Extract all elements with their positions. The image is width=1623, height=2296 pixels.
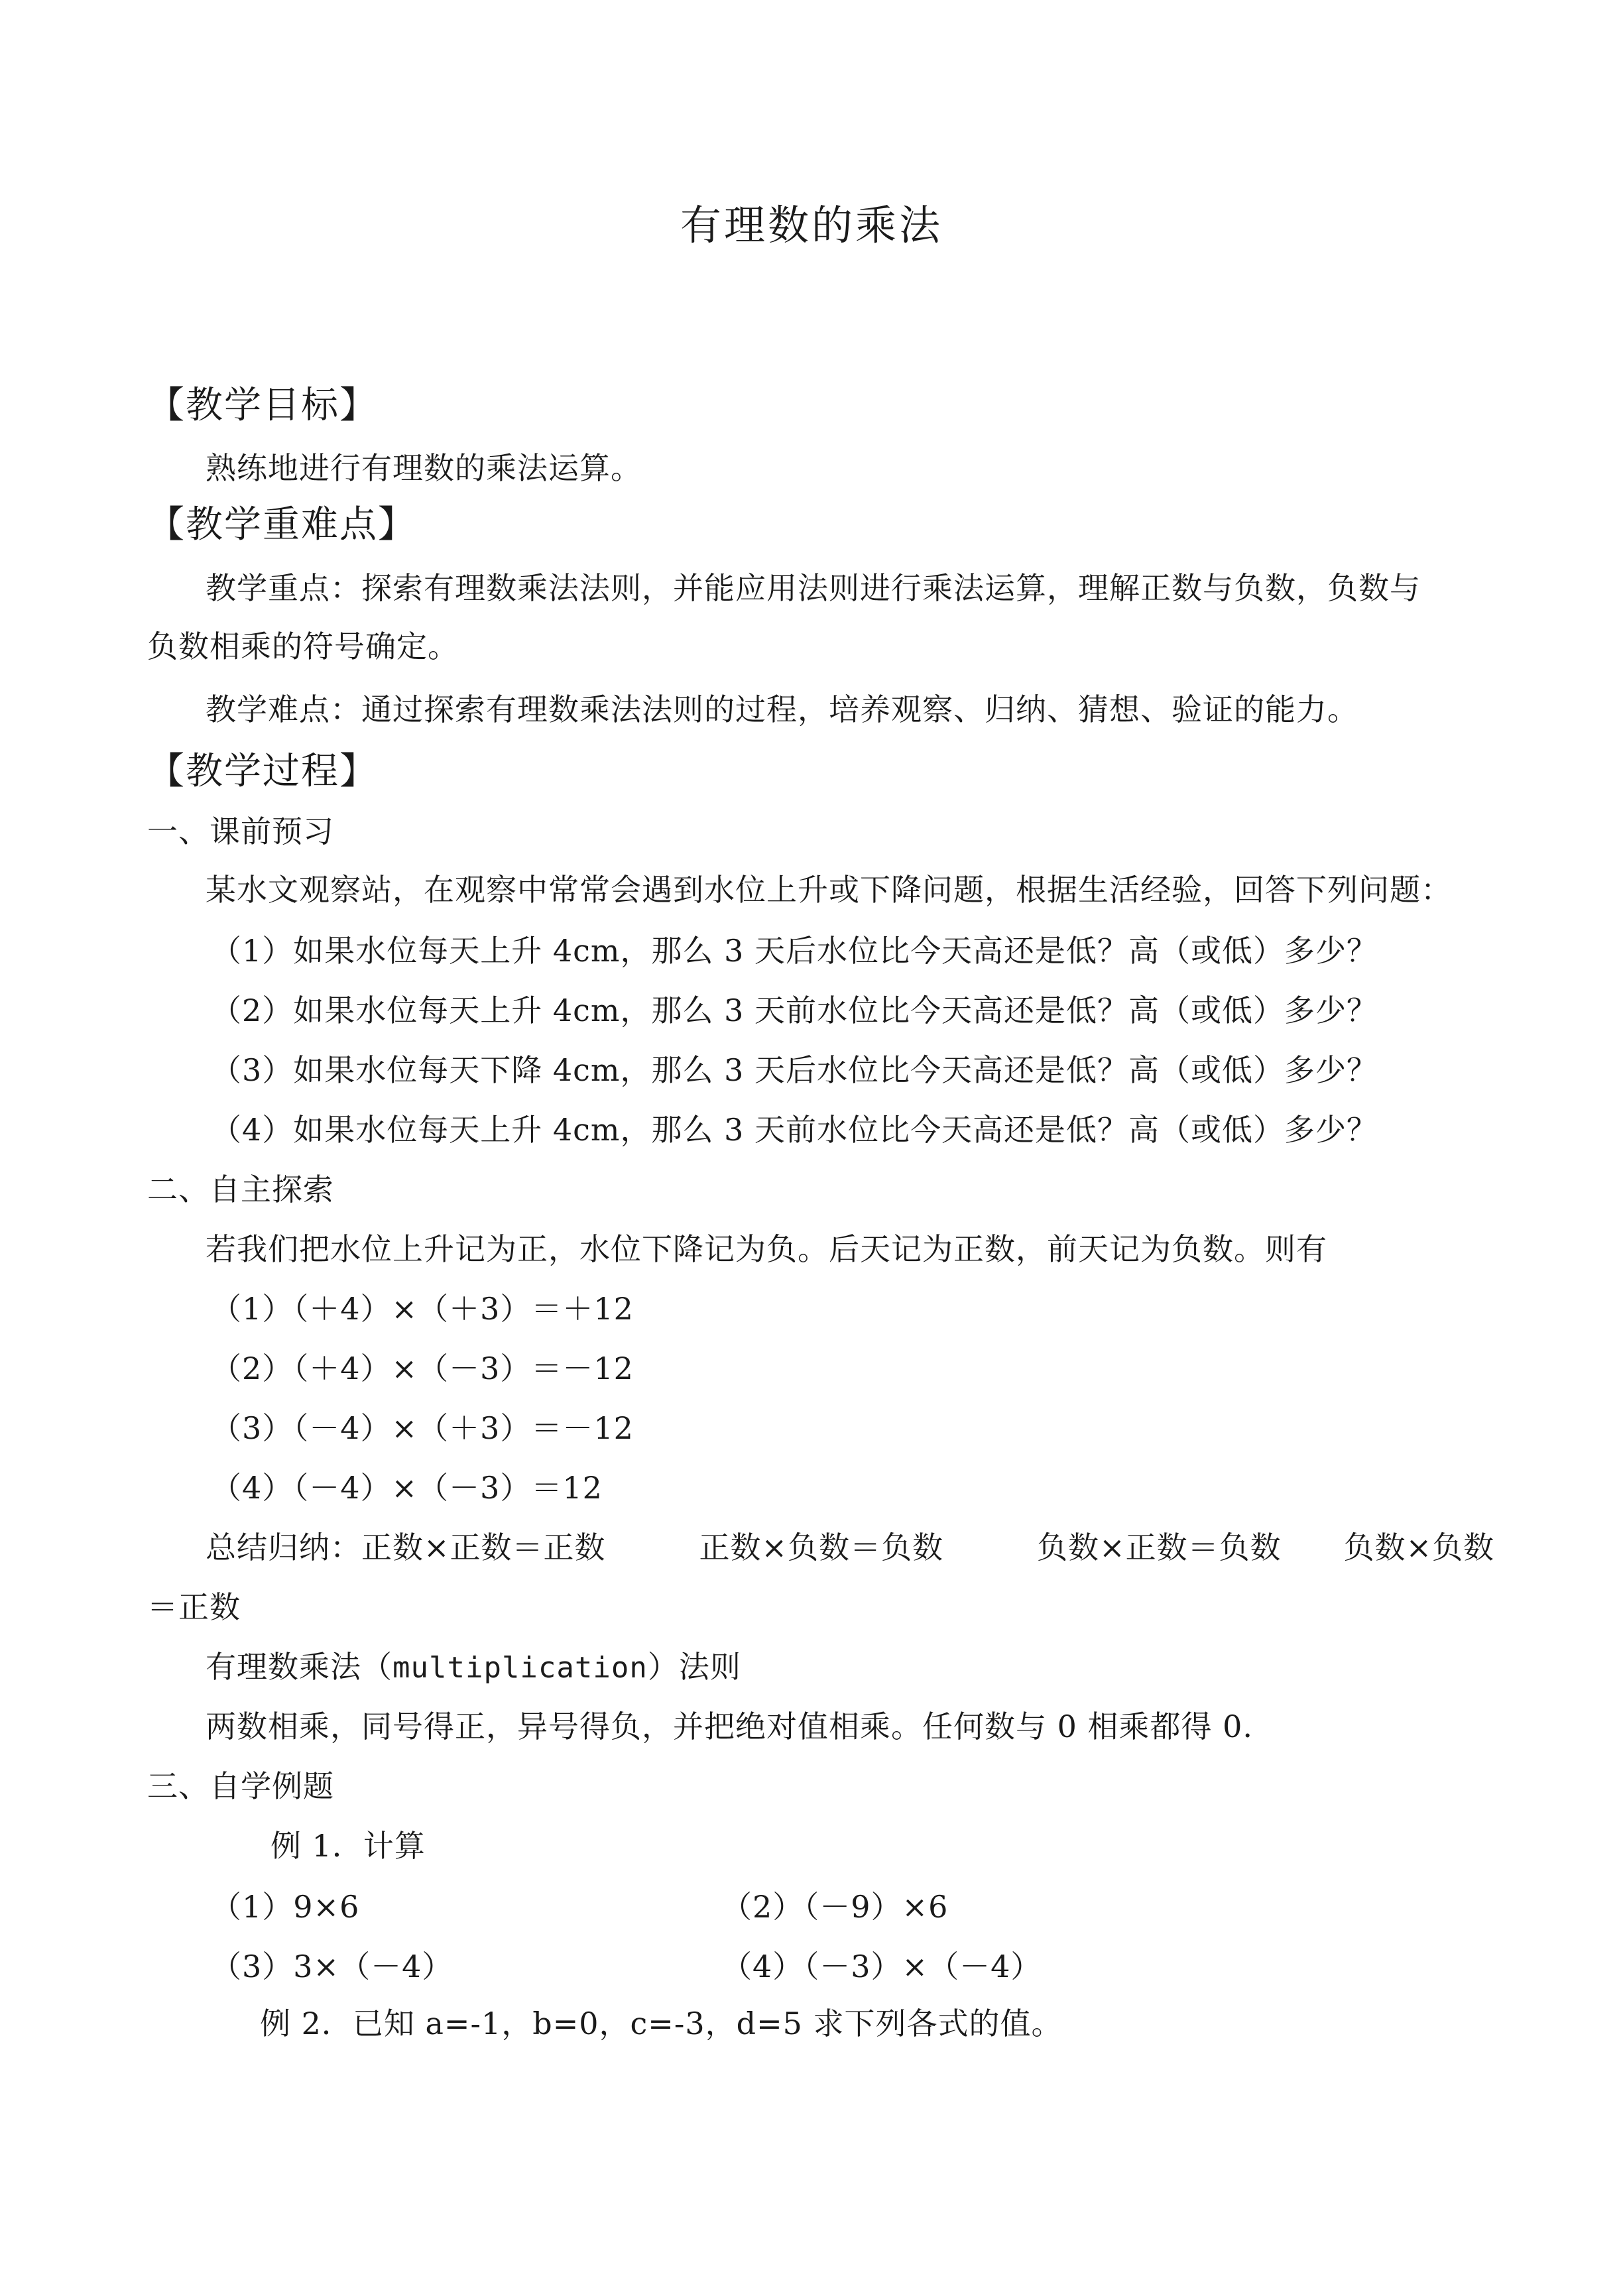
example-1-title: 例 1．计算 — [270, 1828, 426, 1864]
key-points-heading: 【教学重难点】 — [147, 503, 416, 546]
key-point-line-1: 教学重点：探索有理数乘法法则，并能应用法则进行乘法运算，理解正数与负数，负数与 — [206, 570, 1421, 606]
summary-line-2: ＝正数 — [147, 1589, 241, 1625]
example-1-item: （3）3×（－4） — [211, 1949, 453, 1984]
process-heading: 【教学过程】 — [147, 750, 378, 793]
rule-title-prefix: 有理数乘法（ — [206, 1649, 392, 1685]
example-2-title: 例 2．已知 a=-1，b=0，c=-3，d=5 求下列各式的值。 — [260, 2006, 1063, 2041]
explore-equation: （4）（－4）×（－3）＝12 — [211, 1470, 603, 1506]
explore-intro: 若我们把水位上升记为正，水位下降记为负。后天记为正数，前天记为负数。则有 — [206, 1231, 1327, 1267]
example-1-item: （1）9×6 — [211, 1889, 360, 1925]
example-1-item: （4）（－3）×（－4） — [721, 1949, 1042, 1984]
explore-equation: （2）（＋4）×（－3）＝－12 — [211, 1351, 634, 1386]
examples-heading: 三、自学例题 — [147, 1768, 334, 1804]
summary-line-1: 总结归纳：正数×正数＝正数 正数×负数＝负数 负数×正数＝负数 负数×负数 — [206, 1530, 1495, 1565]
preview-question: （3）如果水位每天下降 4cm，那么 3 天后水位比今天高还是低？高（或低）多少？ — [211, 1052, 1378, 1088]
preview-intro: 某水文观察站，在观察中常常会遇到水位上升或下降问题，根据生活经验，回答下列问题： — [206, 872, 1452, 908]
difficulty-line: 教学难点：通过探索有理数乘法法则的过程，培养观察、归纳、猜想、验证的能力。 — [206, 692, 1358, 727]
rule-title — [206, 1647, 741, 1688]
example-1-item: （2）（－9）×6 — [721, 1889, 949, 1925]
rule-text: 两数相乘，同号得正，异号得负，并把绝对值相乘。任何数与 0 相乘都得 0. — [206, 1709, 1254, 1744]
rule-title-suffix: ）法则 — [647, 1649, 741, 1685]
preview-question: （4）如果水位每天上升 4cm，那么 3 天前水位比今天高还是低？高（或低）多少？ — [211, 1112, 1378, 1148]
explore-heading: 二、自主探索 — [147, 1172, 334, 1207]
preview-question: （1）如果水位每天上升 4cm，那么 3 天后水位比今天高还是低？高（或低）多少？ — [211, 933, 1378, 969]
goals-heading: 【教学目标】 — [147, 384, 378, 427]
preview-question: （2）如果水位每天上升 4cm，那么 3 天前水位比今天高还是低？高（或低）多少？ — [211, 993, 1378, 1028]
page-title: 有理数的乘法 — [680, 201, 943, 249]
explore-equation: （3）（－4）×（＋3）＝－12 — [211, 1410, 634, 1446]
rule-title-english: multiplication — [392, 1651, 648, 1685]
explore-equation: （1）（＋4）×（＋3）＝＋12 — [211, 1291, 634, 1327]
goals-text: 熟练地进行有理数的乘法运算。 — [206, 450, 642, 486]
key-point-line-2: 负数相乘的符号确定。 — [147, 629, 459, 664]
preview-heading: 一、课前预习 — [147, 814, 334, 849]
